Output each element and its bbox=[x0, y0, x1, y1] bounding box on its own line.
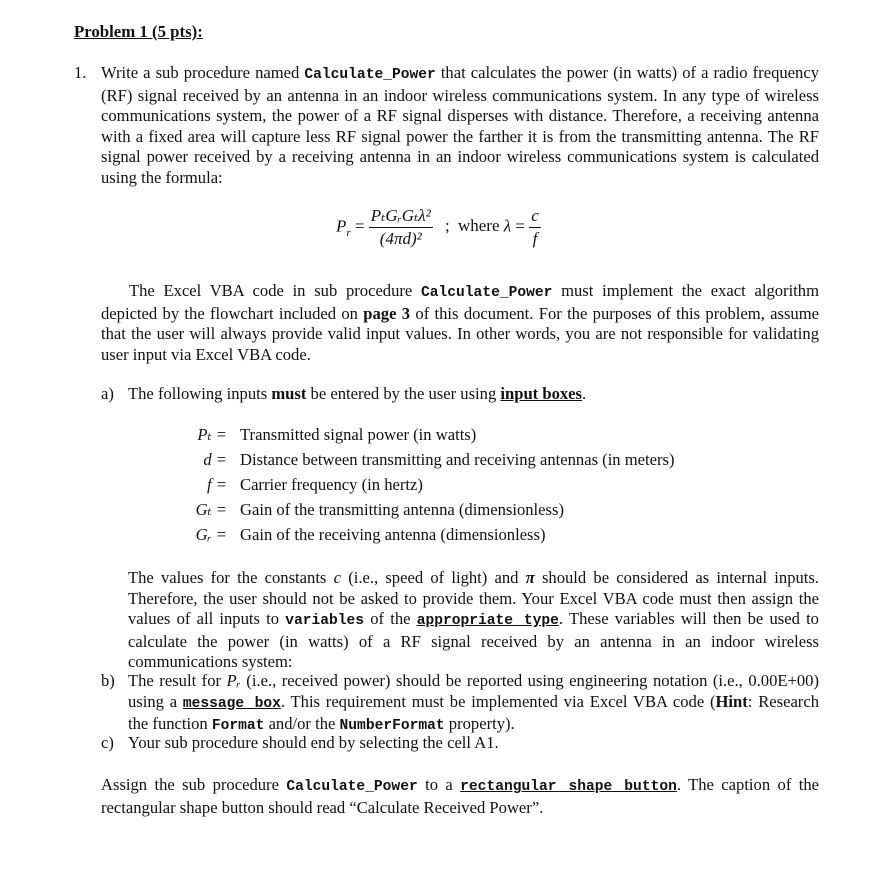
text: property). bbox=[444, 714, 515, 734]
algorithm-paragraph bbox=[101, 281, 819, 365]
text: Write a sub procedure named bbox=[101, 63, 305, 82]
formula-numerator: PₜGᵣGₜλ² bbox=[369, 205, 433, 228]
power-formula bbox=[336, 205, 541, 250]
emphasis-rect-button: rectangular shape button bbox=[460, 779, 677, 795]
input-row bbox=[170, 500, 730, 525]
input-row bbox=[170, 425, 730, 450]
text: Assign the sub procedure bbox=[101, 775, 287, 794]
emphasis-input-boxes: input boxes bbox=[500, 384, 583, 403]
inputs-list bbox=[170, 425, 730, 550]
text: of the bbox=[364, 609, 417, 629]
text: should be considered as internal inputs. Therefore, the user should not be asked to provide them. Your Excel VBA code must then assign the values of all inputs to bbox=[128, 568, 820, 629]
input-row bbox=[170, 450, 730, 475]
text: of this document. For the purposes of this problem, assume that the user will always provide valid input values. In other words, you are not responsible for validating user input via Excel VBA code. bbox=[101, 303, 820, 364]
text: The following inputs bbox=[128, 384, 272, 403]
problem-title: Problem 1 (5 pts): bbox=[74, 22, 203, 41]
item-label-a: a) bbox=[101, 384, 114, 403]
text: . bbox=[582, 384, 587, 403]
emphasis-hint: Hint bbox=[715, 691, 748, 711]
emphasis-must: must bbox=[271, 384, 307, 403]
item-number: 1. bbox=[74, 63, 87, 82]
symbol-pi: π bbox=[525, 568, 535, 587]
formula-where: where bbox=[457, 216, 500, 236]
formula-denominator: (4πd)² bbox=[379, 229, 422, 248]
formula-eq: = bbox=[354, 216, 365, 236]
formula-numerator-c: c bbox=[529, 205, 541, 228]
text: . The caption of the rectangular shape button should read “Calculate Received Power”. bbox=[101, 775, 820, 817]
text: : Research the function bbox=[128, 691, 819, 734]
input-symbol: Gᵣ = bbox=[195, 525, 227, 544]
formula-lhs-sub: r bbox=[346, 226, 351, 239]
input-description: Distance between transmitting and receiving antennas (in meters) bbox=[240, 450, 675, 469]
text: be entered by the user using bbox=[306, 384, 501, 403]
item-c-text: Your sub procedure should end by selecting the cell A1. bbox=[128, 733, 499, 752]
code-sub-name: Calculate_Power bbox=[421, 285, 553, 301]
input-description: Gain of the receiving antenna (dimensionless) bbox=[240, 525, 546, 544]
item-label-b: b) bbox=[101, 671, 115, 690]
input-row bbox=[170, 525, 730, 550]
symbol-pr: Pᵣ bbox=[226, 671, 241, 690]
item-label-c: c) bbox=[101, 733, 114, 752]
item-a-text bbox=[128, 384, 828, 405]
emphasis-message-box: message box bbox=[182, 695, 281, 712]
page-ref: page 3 bbox=[363, 303, 411, 323]
text: must implement the exact algorithm depicted by the flowchart included on bbox=[101, 281, 820, 323]
formula-separator: ; bbox=[444, 216, 450, 236]
text: (i.e., speed of light) and bbox=[340, 568, 526, 587]
input-description: Transmitted signal power (in watts) bbox=[240, 425, 477, 444]
formula-denominator-f: f bbox=[532, 229, 538, 248]
intro-paragraph bbox=[101, 63, 819, 189]
text: The Excel VBA code in sub procedure bbox=[129, 281, 422, 300]
item-b-text bbox=[128, 671, 819, 737]
text: (i.e., received power) should be reported using engineering notation (i.e., 0.00E+00) using a bbox=[128, 671, 819, 711]
symbol-c: c bbox=[333, 568, 341, 587]
input-symbol: d = bbox=[203, 450, 227, 469]
code-sub-name: Calculate_Power bbox=[304, 67, 436, 83]
input-description: Gain of the transmitting antenna (dimensionless) bbox=[240, 500, 564, 519]
formula-lambda: λ bbox=[503, 216, 512, 236]
formula-lhs: P bbox=[336, 216, 347, 236]
code-numberformat: NumberFormat bbox=[339, 718, 445, 735]
text: The result for bbox=[128, 671, 227, 690]
formula-fraction bbox=[369, 205, 433, 250]
input-symbol: Pₜ = bbox=[197, 425, 227, 444]
text: to a bbox=[417, 775, 461, 794]
assign-paragraph bbox=[101, 775, 819, 818]
input-description: Carrier frequency (in hertz) bbox=[240, 475, 423, 494]
text: The values for the constants bbox=[128, 568, 334, 587]
input-symbol: f = bbox=[207, 475, 227, 494]
constants-paragraph bbox=[128, 568, 819, 673]
formula-eq2: = bbox=[515, 216, 525, 236]
text: . These variables will then be used to calculate the power (in watts) of a RF signal received by an antenna in an indoor wireless communications system: bbox=[128, 609, 819, 672]
code-format: Format bbox=[211, 718, 265, 735]
text: that calculates the power (in watts) of a radio frequency (RF) signal received by an antenna in an indoor wireless communications system. In any type of wireless communications system, the power of a RF signal disperses with distance. Therefore, a receiving antenna with a fixed area will capture less RF signal power the farther it is from the transmitting antenna. The RF signal power received by a receiving antenna in an indoor wireless communications system is calculated using the formula: bbox=[101, 63, 819, 187]
input-row bbox=[170, 475, 730, 500]
code-sub-name: Calculate_Power bbox=[286, 779, 418, 795]
formula-lambda-fraction bbox=[529, 205, 541, 250]
input-symbol: Gₜ = bbox=[195, 500, 227, 519]
emphasis-appropriate-type: appropriate type bbox=[416, 613, 559, 630]
text: and/or the bbox=[264, 714, 340, 734]
emphasis-variables: variables bbox=[285, 613, 365, 630]
text: . This requirement must be implemented via Excel VBA code ( bbox=[280, 691, 716, 711]
